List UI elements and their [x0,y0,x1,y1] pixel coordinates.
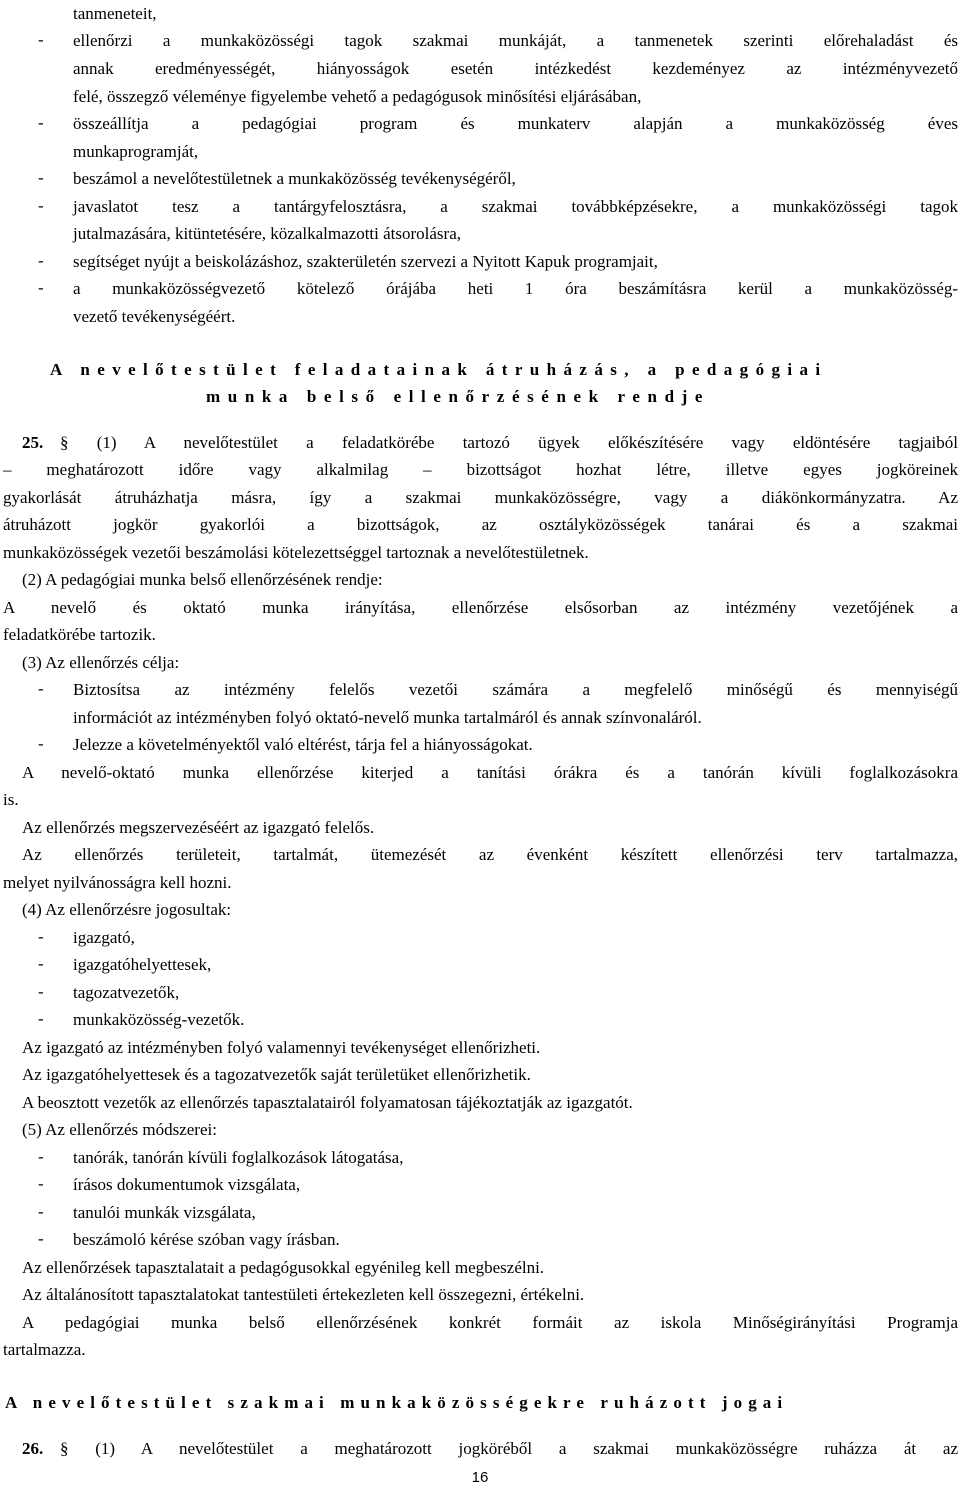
list-item: beszámoló kérése szóban vagy írásban. [73,1230,340,1249]
paragraph-line: Az igazgatóhelyettesek és a tagozatvezetők saját területüket ellenőrizhetik. [22,1065,531,1084]
paragraph-line: tartalmazza. [3,1340,86,1359]
list-bullet: - [38,1147,44,1166]
paragraph-line: § (1) A nevelőtestület a meghatározott jogköréből a szakmai munkaközösségre ruházza át az [60,1439,958,1458]
list-bullet: - [38,30,44,49]
list-item: tanulói munkák vizsgálata, [73,1203,256,1222]
section-heading-line: munka belső ellenőrzésének rendje [206,387,711,406]
list-bullet: - [38,982,44,1001]
list-item: tanórák, tanórán kívüli foglalkozások látogatása, [73,1148,404,1167]
list-item-line: javaslatot tesz a tantárgyfelosztásra, a szakmai továbbképzésekre, a munkaközösségi tagok [73,197,958,216]
subsection-heading: (2) A pedagógiai munka belső ellenőrzésének rendje: [22,570,383,589]
list-item-line: munkaprogramját, [73,142,199,161]
list-bullet: - [38,1009,44,1028]
list-bullet: - [38,196,44,215]
list-item-line: segítséget nyújt a beiskolázáshoz, szakterületén szervezi a Nyitott Kapuk programjait, [73,252,658,271]
paragraph-line: feladatkörébe tartozik. [3,625,156,644]
list-item-line: felé, összegző véleménye figyelembe vehető a pedagógusok minősítési eljárásában, [73,87,642,106]
paragraph-line: melyet nyilvánosságra kell hozni. [3,873,232,892]
list-item: tagozatvezetők, [73,983,180,1002]
paragraph-line: Az igazgató az intézményben folyó valamennyi tevékenységet ellenőrizheti. [22,1038,541,1057]
list-bullet: - [38,679,44,698]
list-item: írásos dokumentumok vizsgálata, [73,1175,301,1194]
list-item-line: összeállítja a pedagógiai program és munkaterv alapján a munkaközösség éves [73,114,958,133]
list-bullet: - [38,251,44,270]
subsection-heading: (5) Az ellenőrzés módszerei: [22,1120,217,1139]
section-heading-line: A nevelőtestület feladatainak átruházás, a pedagógiai [50,360,828,379]
paragraph-line: A nevelő és oktató munka irányítása, ellenőrzése elsősorban az intézmény vezetőjének a [3,598,958,617]
list-item-line: annak eredményességét, hiányosságok esetén intézkedést kezdeményez az intézményvezető [73,59,958,78]
section-number: 26. [22,1439,44,1458]
list-bullet: - [38,1229,44,1248]
paragraph-line: munkaközösségek vezetői beszámolási kötelezettséggel tartoznak a nevelőtestületnek. [3,543,589,562]
list-bullet: - [38,927,44,946]
list-item: igazgatóhelyettesek, [73,955,212,974]
list-item-line: Biztosítsa az intézmény felelős vezetői számára a megfelelő minőségű és mennyiségű [73,680,958,699]
list-bullet: - [38,1174,44,1193]
paragraph-line: átruházott jogkör gyakorlói a bizottságok, az osztályközösségek tanárai és a szakmai [3,515,958,534]
list-item-line: jutalmazására, kitüntetésére, közalkalmazotti átsorolásra, [73,224,461,243]
page-number: 16 [471,1469,489,1486]
list-bullet: - [38,278,44,297]
list-item-line: ellenőrzi a munkaközösségi tagok szakmai munkáját, a tanmenetek szerinti előrehaladást és [73,31,958,50]
section-number: 25. [22,433,44,452]
subsection-heading: (4) Az ellenőrzésre jogosultak: [22,900,232,919]
list-item-line: vezető tevékenységéért. [73,307,236,326]
paragraph-line: gyakorlását átruházhatja másra, így a szakmai munkaközösségre, vagy a diákönkormányzatra. Az [3,488,958,507]
list-bullet: - [38,1202,44,1221]
list-item-line: információt az intézményben folyó oktató-nevelő munka tartalmáról és annak színvonaláról. [73,708,702,727]
list-item-line: Jelezze a követelményektől való eltérést, tárja fel a hiányosságokat. [73,735,533,754]
paragraph-line: is. [3,790,19,809]
paragraph-line: A nevelő-oktató munka ellenőrzése kiterjed a tanítási órákra és a tanórán kívüli foglalkozásokra [22,763,958,782]
list-bullet: - [38,168,44,187]
paragraph-line: Az ellenőrzések tapasztalatait a pedagógusokkal egyénileg kell megbeszélni. [22,1258,545,1277]
subsection-heading: (3) Az ellenőrzés célja: [22,653,180,672]
list-bullet: - [38,734,44,753]
list-bullet: - [38,113,44,132]
list-continuation: tanmeneteit, [73,4,157,23]
section-heading: A nevelőtestület szakmai munkaközösségekre ruházott jogai [5,1393,789,1412]
list-item-line: a munkaközösségvezető kötelező órájába heti 1 óra beszámításra kerül a munkaközösség- [73,279,958,298]
list-item: munkaközösség-vezetők. [73,1010,245,1029]
paragraph-line: Az ellenőrzés területeit, tartalmát, ütemezését az évenként készített ellenőrzési terv tartalmazza, [22,845,958,864]
paragraph-line: Az általánosított tapasztalatokat tantestületi értekezleten kell összegezni, értékelni. [22,1285,585,1304]
list-bullet: - [38,954,44,973]
list-item: igazgató, [73,928,135,947]
paragraph-line: – meghatározott időre vagy alkalmilag – bizottságot hozhat létre, illetve egyes jogköreinek [3,460,958,479]
paragraph-line: § (1) A nevelőtestület a feladatkörébe tartozó ügyek előkészítésére vagy eldöntésére tagjaiból [60,433,958,452]
paragraph-line: Az ellenőrzés megszervezéséért az igazgató felelős. [22,818,375,837]
paragraph-line: A pedagógiai munka belső ellenőrzésének konkrét formáit az iskola Minőségirányítási Programja [22,1313,958,1332]
paragraph-line: A beosztott vezetők az ellenőrzés tapasztalatairól folyamatosan tájékoztatják az igazgatót. [22,1093,633,1112]
list-item-line: beszámol a nevelőtestületnek a munkaközösség tevékenységéről, [73,169,516,188]
